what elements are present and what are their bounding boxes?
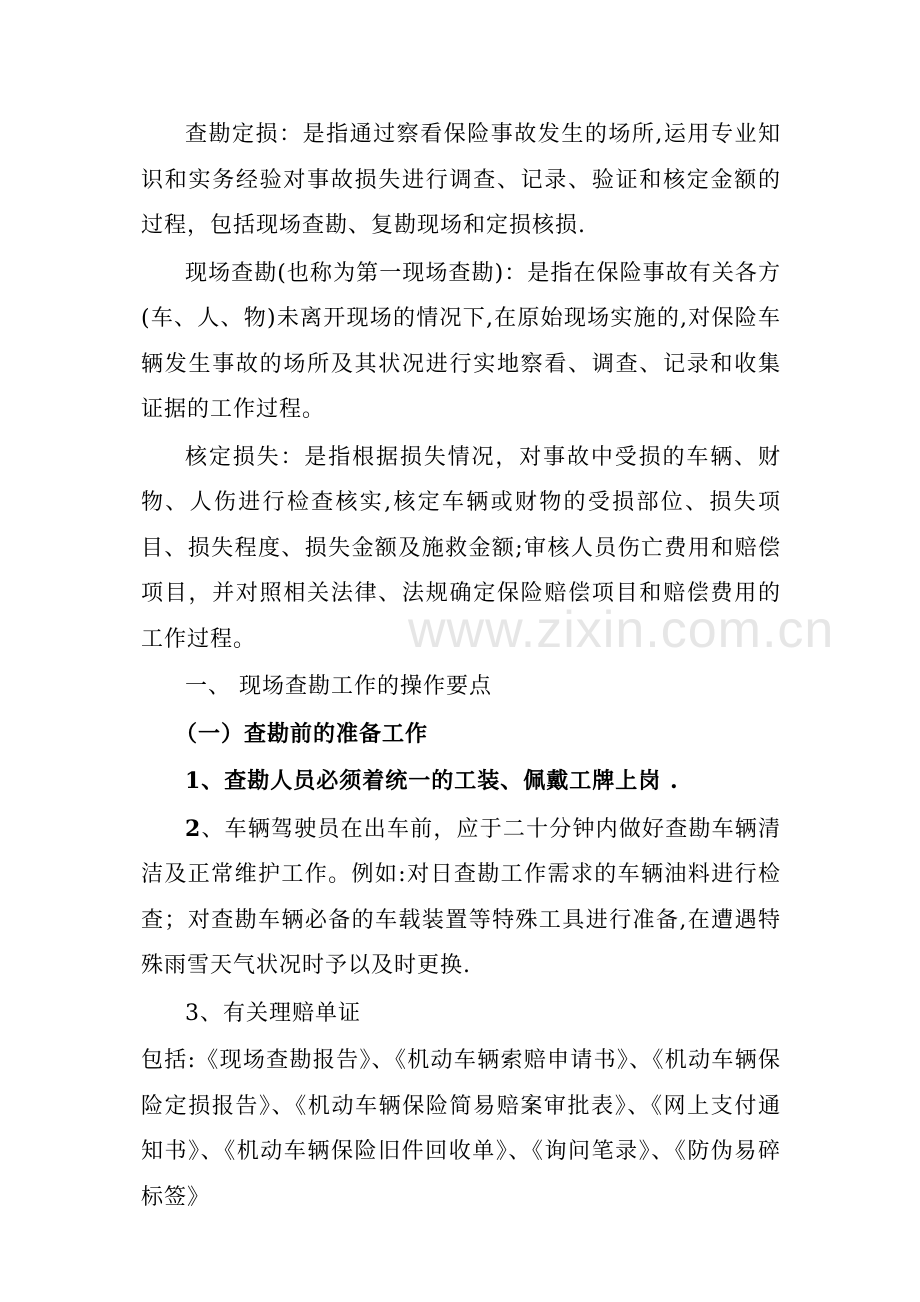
paragraph-definition-survey: 查勘定损：是指通过察看保险事故发生的场所,运用专业知识和实务经验对事故损失进行调查、记录、验证和核定金额的过程，包括现场查勘、复勘现场和定损核损.	[141, 122, 781, 238]
list-item-2	[141, 807, 781, 989]
list-item-1: 1、查勘人员必须着统一的工装、佩戴工牌上岗 .	[185, 768, 679, 794]
list-item-2-text: 、车辆驾驶员在出车前，应于二十分钟内做好查勘车辆清洁及正常维护工作。例如:对日查勘工作需求的车辆油料进行检查；对查勘车辆必备的车载装置等特殊工具进行准备,在遭遇特殊雨雪天气状况时予以及时更换.	[141, 816, 781, 978]
paragraph-definition-loss: 核定损失：是指根据损失情况，对事故中受损的车辆、财物、人伤进行检查核实,核定车辆或财物的受损部位、损失项目、损失程度、损失金额及施救金额;审核人员伤亡费用和赔偿项目，并对照相关法律、法规确定保险赔偿项目和赔偿费用的工作过程。	[141, 444, 781, 652]
subsection-heading: （一）查勘前的准备工作	[175, 720, 429, 747]
section-heading	[141, 664, 781, 710]
section-number: 一、	[185, 674, 232, 699]
section-title: 现场查勘工作的操作要点	[239, 674, 493, 699]
paragraph-documents-list: 包括:《现场查勘报告》、《机动车辆索赔申请书》、《机动车辆保险定损报告》、《机动车辆保险简易赔案审批表》、《网上支付通知书》、《机动车辆保险旧件回收单》、《询问笔录》、《防伪易碎标签》	[141, 1048, 781, 1210]
list-item-2-number: 2	[185, 815, 202, 842]
list-item-3: 3、有关理赔单证	[185, 1000, 361, 1026]
document-page	[141, 112, 781, 1222]
watermark: www.zixin.com.cn	[408, 601, 835, 659]
paragraph-definition-onsite: 现场查勘(也称为第一现场查勘)：是指在保险事故有关各方(车、人、物)未离开现场的情况下,在原始现场实施的,对保险车辆发生事故的场所及其状况进行实地察看、调查、记录和收集证据的工作过程。	[141, 260, 781, 422]
